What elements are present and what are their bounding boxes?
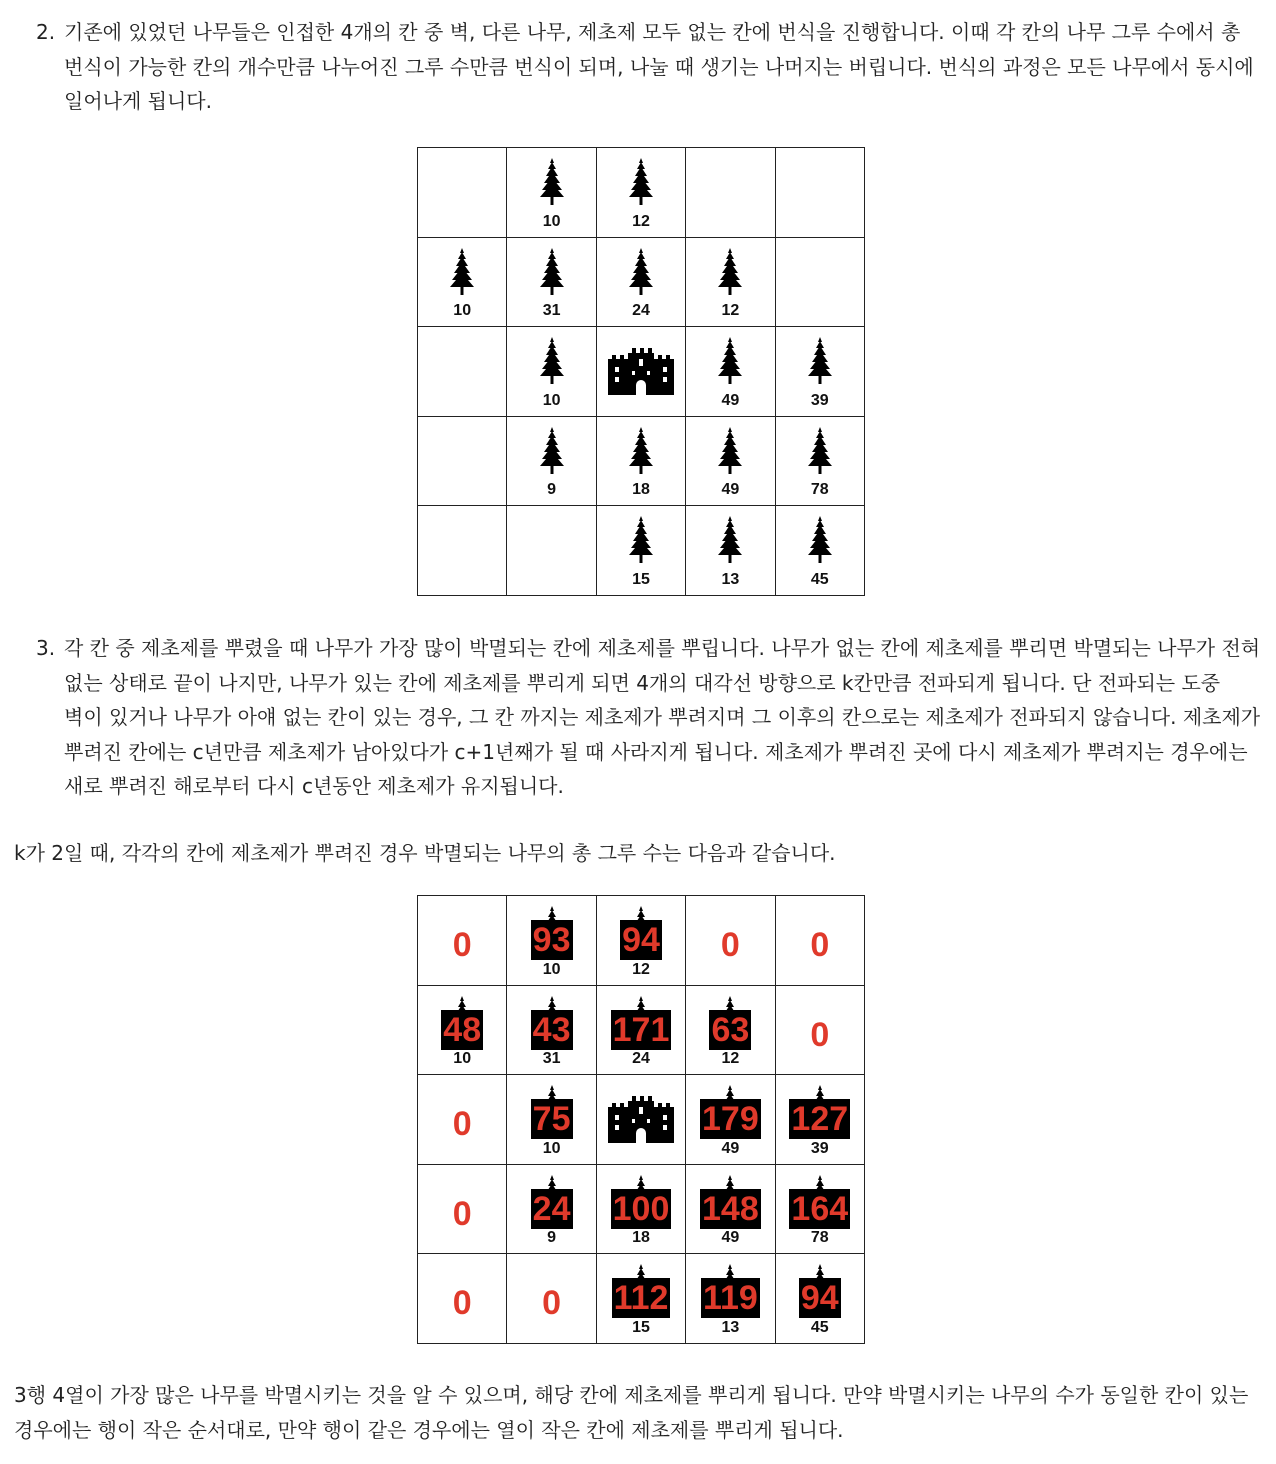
tree-count: 12 [632, 212, 650, 230]
kill-count [686, 1010, 774, 1050]
tree-count: 31 [542, 302, 561, 320]
tree-icon [626, 158, 656, 210]
grid-cell-r5-c3 [597, 506, 686, 596]
kill-count-value: 43 [532, 1010, 571, 1049]
kill-count: 0 [452, 1284, 472, 1323]
tree-count: 12 [721, 302, 740, 320]
grid-cell-r5-c4 [686, 506, 775, 596]
kill-count: 0 [810, 1015, 830, 1054]
grid-cell-r2-c5 [776, 238, 865, 328]
tree-icon [715, 337, 745, 389]
kill-count [507, 1189, 595, 1229]
grid-cell-r3-c2 [507, 1075, 596, 1165]
tree-icon [715, 516, 745, 568]
kill-count-value: 164 [791, 1189, 849, 1228]
kill-count-value: 171 [612, 1010, 670, 1049]
kill-count [776, 1189, 864, 1229]
grid-cell-r4-c2 [507, 417, 596, 507]
conclusion-text: 3행 4열이 가장 많은 나무를 박멸시키는 것을 알 수 있으며, 해당 칸에 제초제를 뿌리게 됩니다. 만약 박멸시키는 나무의 수가 동일한 칸이 있는 경우에는 행이 작은 순서대로, 만약 행이 같은 경우에는 열이 작은 칸에 제초제를 뿌리게 됩니다. [14, 1383, 1249, 1442]
tree-count: 18 [632, 481, 650, 499]
kill-count-value: 112 [613, 1279, 669, 1318]
tree-count: 13 [721, 1318, 740, 1336]
grid-cell-r3-c3 [597, 1075, 686, 1165]
tree-count: 78 [810, 481, 829, 499]
kill-count: 0 [452, 1194, 472, 1233]
grid-cell-r1-c2 [507, 896, 596, 986]
tree-count: 45 [810, 570, 829, 588]
tree-icon [626, 248, 656, 300]
tree-icon [447, 248, 477, 300]
tree-count: 12 [721, 1050, 740, 1068]
grid-cell-r5-c1 [418, 1254, 507, 1344]
kill-count: 0 [810, 926, 830, 964]
grid-cell-r2-c3 [597, 238, 686, 328]
kill-count [597, 920, 685, 960]
kill-count: 0 [720, 926, 740, 964]
tree-count: 9 [547, 481, 557, 499]
grid-cell-r4-c1 [418, 417, 507, 507]
tree-icon [537, 158, 567, 210]
tree-count: 10 [542, 960, 561, 978]
grid-cell-r2-c5 [776, 986, 865, 1076]
grid-cell-r5-c5 [776, 1254, 865, 1344]
grid-cell-r1-c2 [507, 148, 596, 238]
grid-cell-r1-c5 [776, 896, 865, 986]
tree-count: 45 [810, 1318, 829, 1336]
tree-count: 9 [547, 1229, 557, 1247]
kill-count: 0 [452, 1105, 472, 1144]
tree-icon [715, 427, 745, 479]
tree-count: 10 [542, 391, 561, 409]
castle-wall-icon [608, 345, 674, 395]
kill-count [686, 1189, 774, 1229]
tree-count: 24 [632, 1050, 650, 1068]
tree-count: 24 [632, 302, 650, 320]
tree-icon [537, 427, 567, 479]
tree-count: 49 [721, 481, 740, 499]
kill-count [507, 920, 595, 960]
tree-icon [626, 516, 656, 568]
grid-cell-r3-c5 [776, 327, 865, 417]
kill-count [507, 1099, 595, 1139]
kill-count [776, 1278, 864, 1318]
grid-cell-r4-c1 [418, 1165, 507, 1255]
grid-cell-r1-c1 [418, 148, 507, 238]
kill-count-value: 119 [702, 1279, 758, 1318]
grid-cell-r1-c5 [776, 148, 865, 238]
step-2-text: 기존에 있었던 나무들은 인접한 4개의 칸 중 벽, 다른 나무, 제초제 모두 없는 칸에 번식을 진행합니다. 이때 각 칸의 나무 그루 수에서 총 번식이 가능한 칸의 개수만큼 나누어진 그루 수만큼 번식이 되며, 나눌 때 생기는 나머지는 버립니다. 번식의 과정은 모든 나무에서 동시에 일어나게 됩니다. [64, 20, 1254, 113]
grid-cell-r1-c1 [418, 896, 507, 986]
tree-count: 49 [721, 1139, 740, 1157]
tree-count: 13 [721, 570, 740, 588]
grid-cell-r1-c4 [686, 896, 775, 986]
kill-count: 0 [542, 1284, 562, 1323]
tree-count: 31 [542, 1050, 561, 1068]
grid-cell-r4-c3 [597, 417, 686, 507]
tree-count: 39 [810, 391, 829, 409]
tree-count: 10 [542, 212, 561, 230]
grid-cell-r5-c4 [686, 1254, 775, 1344]
grid-cell-r4-c5 [776, 417, 865, 507]
tree-count: 49 [721, 1229, 740, 1247]
grid-cell-r5-c1 [418, 506, 507, 596]
kill-count-value: 100 [612, 1189, 670, 1228]
tree-grid-before [417, 147, 865, 596]
tree-count: 15 [632, 570, 650, 588]
kill-count [597, 1278, 685, 1318]
grid-cell-r3-c1 [418, 1075, 507, 1165]
tree-count: 78 [810, 1229, 829, 1247]
grid-cell-r2-c4 [686, 986, 775, 1076]
tree-icon [537, 248, 567, 300]
kill-count [686, 1278, 774, 1318]
kill-count [776, 1099, 864, 1139]
step-2-paragraph [36, 15, 1264, 119]
grid-cell-r2-c4 [686, 238, 775, 328]
tree-count: 12 [632, 960, 650, 978]
herbicide-kill-grid [417, 895, 865, 1344]
kill-count-value: 148 [702, 1189, 759, 1228]
step-2-number: 2. [36, 20, 56, 44]
kill-count: 0 [452, 926, 472, 964]
grid-cell-r5-c2 [507, 1254, 596, 1344]
step-3-paragraph [36, 631, 1264, 804]
grid-cell-r4-c4 [686, 1165, 775, 1255]
grid-cell-r1-c4 [686, 148, 775, 238]
tree-count: 10 [542, 1139, 561, 1157]
grid-cell-r3-c4 [686, 327, 775, 417]
grid-cell-r5-c2 [507, 506, 596, 596]
kill-count [418, 1010, 506, 1050]
k-example-text: k가 2일 때, 각각의 칸에 제초제가 뿌려진 경우 박멸되는 나무의 총 그루 수는 다음과 같습니다. [14, 841, 836, 865]
kill-count-value: 179 [702, 1100, 759, 1139]
kill-count [597, 1189, 685, 1229]
kill-count [686, 1099, 774, 1139]
grid-cell-r5-c5 [776, 506, 865, 596]
grid-cell-r4-c3 [597, 1165, 686, 1255]
grid-cell-r3-c1 [418, 327, 507, 417]
tree-icon [537, 337, 567, 389]
kill-count-value: 24 [532, 1189, 571, 1228]
grid-cell-r1-c3 [597, 896, 686, 986]
tree-count: 18 [632, 1229, 650, 1247]
kill-count-value: 75 [532, 1100, 571, 1139]
kill-count-value: 93 [532, 921, 571, 959]
grid-cell-r3-c2 [507, 327, 596, 417]
kill-count-value: 63 [711, 1010, 750, 1049]
tree-count: 15 [632, 1318, 650, 1336]
tree-count: 49 [721, 391, 740, 409]
tree-count: 10 [453, 1050, 472, 1068]
tree-count: 10 [453, 302, 472, 320]
kill-count-value: 94 [800, 1279, 839, 1318]
grid-cell-r2-c1 [418, 238, 507, 328]
grid-cell-r2-c3 [597, 986, 686, 1076]
kill-count-value: 127 [791, 1100, 849, 1139]
grid-cell-r1-c3 [597, 148, 686, 238]
grid-cell-r3-c4 [686, 1075, 775, 1165]
grid-cell-r2-c1 [418, 986, 507, 1076]
grid-cell-r4-c4 [686, 417, 775, 507]
tree-count: 39 [810, 1139, 829, 1157]
kill-count-value: 94 [622, 921, 660, 959]
kill-count [597, 1010, 685, 1050]
grid-cell-r4-c2 [507, 1165, 596, 1255]
step-3-number: 3. [36, 636, 56, 660]
grid-cell-r2-c2 [507, 238, 596, 328]
grid-cell-r2-c2 [507, 986, 596, 1076]
grid-cell-r3-c3 [597, 327, 686, 417]
tree-icon [805, 516, 835, 568]
step-3-text: 각 칸 중 제초제를 뿌렸을 때 나무가 가장 많이 박멸되는 칸에 제초제를 뿌립니다. 나무가 없는 칸에 제초제를 뿌리면 박멸되는 나무가 전혀 없는 상태로 끝이 나지만, 나무가 있는 칸에 제초제를 뿌리게 되면 4개의 대각선 방향으로 k칸만큼 전파되게 됩니다. 단 전파되는 도중 벽이 있거나 나무가 아얘 없는 칸이 있는 경우, 그 칸 까지는 제초제가 뿌려지며 그 이후의 칸으로는 제초제가 전파되지 않습니다. 제초제가 뿌려진 칸에는 c년만큼 제초제가 남아있다가 c+1년째가 될 때 사라지게 됩니다. 제초제가 뿌려진 곳에 다시 제초제가 뿌려지는 경우에는 새로 뿌려진 해로부터 다시 c년동안 제초제가 유지됩니다. [64, 636, 1261, 798]
tree-icon [805, 427, 835, 479]
tree-icon [715, 248, 745, 300]
tree-icon [626, 427, 656, 479]
grid-cell-r4-c5 [776, 1165, 865, 1255]
grid-cell-r5-c3 [597, 1254, 686, 1344]
tree-icon [805, 337, 835, 389]
kill-count [507, 1010, 595, 1050]
castle-wall-icon [608, 1093, 674, 1143]
grid-cell-r3-c5 [776, 1075, 865, 1165]
kill-count-value: 48 [443, 1010, 482, 1049]
